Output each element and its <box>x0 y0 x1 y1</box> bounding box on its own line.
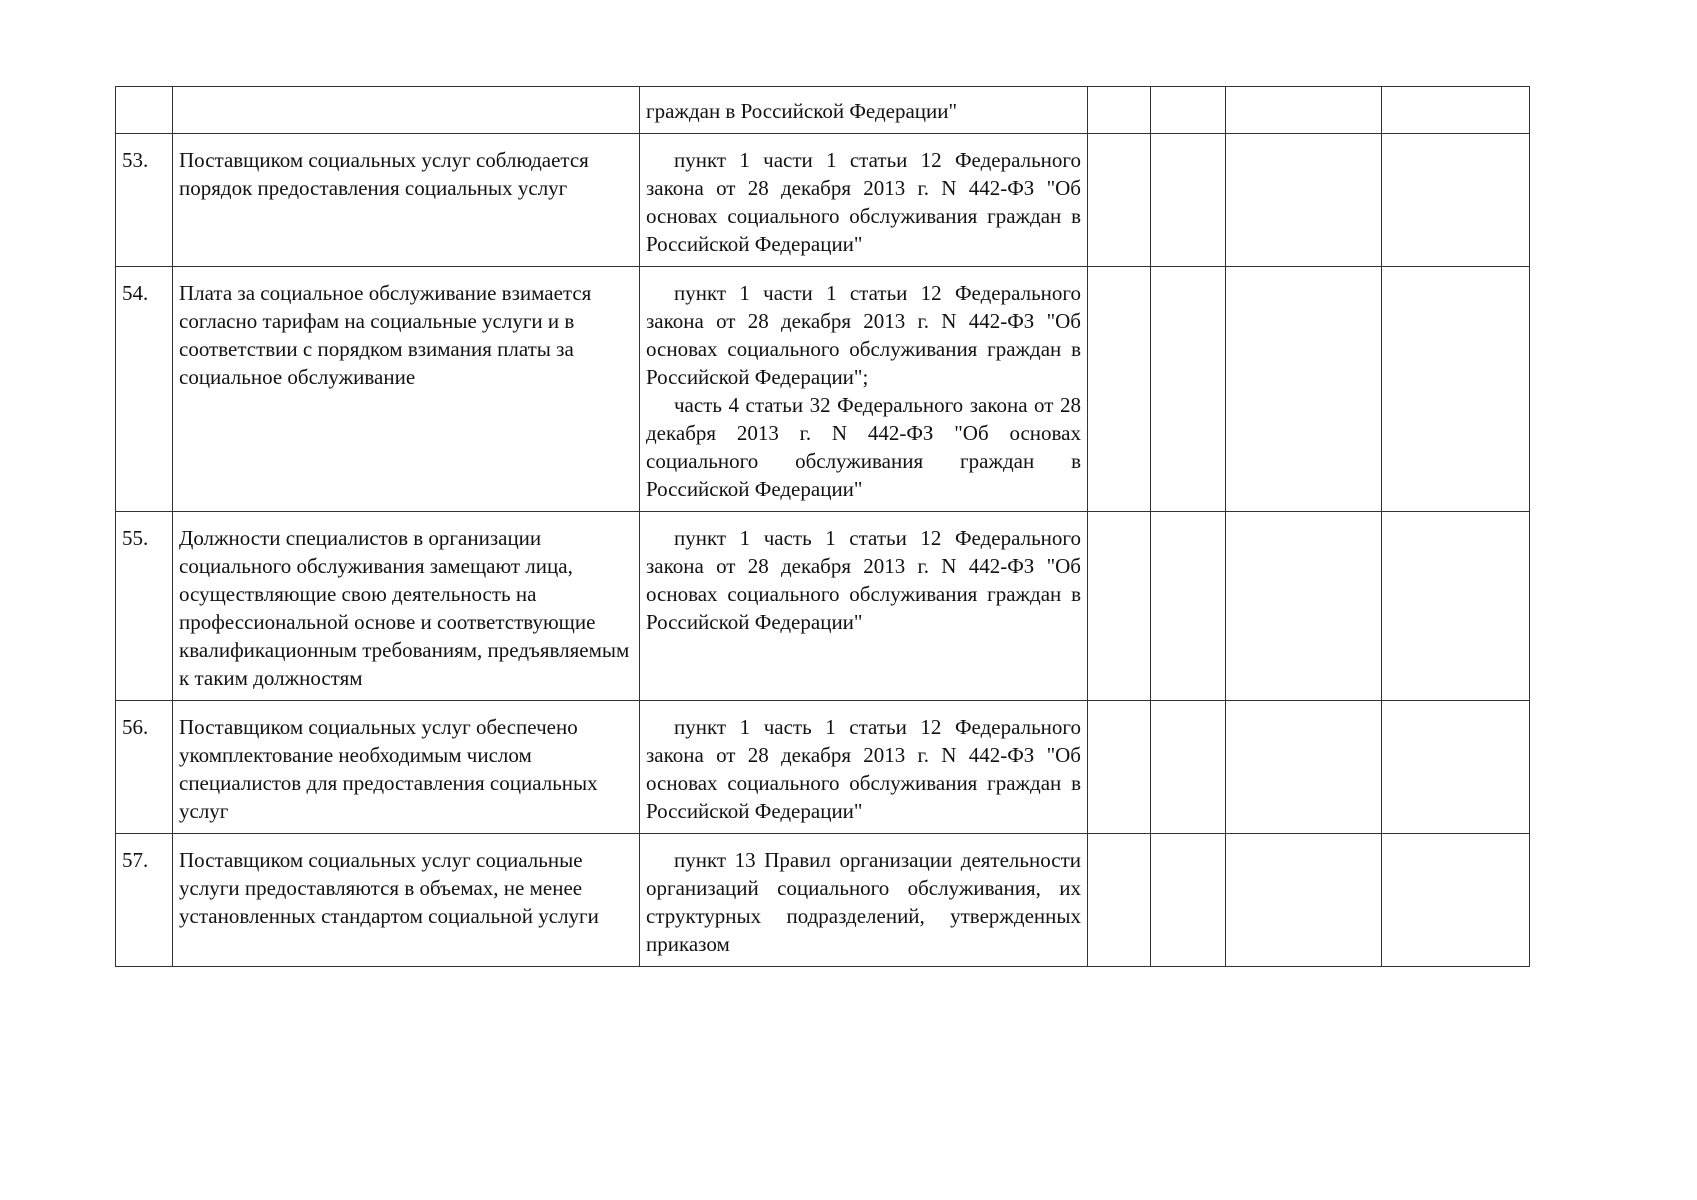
notes-cell <box>1382 512 1530 701</box>
table-row <box>116 267 1530 512</box>
table-row <box>116 134 1530 267</box>
answer-cell-yes <box>1088 512 1151 701</box>
legal-basis-paragraph: пункт 1 части 1 статьи 12 Федерального закона от 28 декабря 2013 г. N 442-ФЗ "Об основах социального обслуживания граждан в Российской Федерации" <box>646 148 1081 256</box>
answer-cell-no <box>1151 134 1226 267</box>
legal-basis-cell <box>640 267 1088 512</box>
answer-cell-no <box>1151 512 1226 701</box>
legal-basis-paragraph: часть 4 статьи 32 Федерального закона от 28 декабря 2013 г. N 442-ФЗ "Об основах социального обслуживания граждан в Российской Федерации" <box>646 393 1081 501</box>
answer-cell-not-applicable <box>1226 512 1382 701</box>
row-number: 54. <box>116 267 173 512</box>
answer-cell-no <box>1151 267 1226 512</box>
checklist-table <box>115 86 1530 967</box>
legal-basis-cell: граждан в Российской Федерации" <box>640 87 1088 134</box>
requirement-text: Поставщиком социальных услуг социальные услуги предоставляются в объемах, не менее установленных стандартом социальной услуги <box>173 834 640 967</box>
answer-cell-no <box>1151 834 1226 967</box>
legal-basis-cell <box>640 134 1088 267</box>
answer-cell-no <box>1151 87 1226 134</box>
legal-basis-paragraph: пункт 1 часть 1 статьи 12 Федерального закона от 28 декабря 2013 г. N 442-ФЗ "Об основах социального обслуживания граждан в Российской Федерации" <box>646 526 1081 634</box>
answer-cell-not-applicable <box>1226 701 1382 834</box>
answer-cell-not-applicable <box>1226 834 1382 967</box>
number-cell <box>116 87 173 134</box>
row-number: 53. <box>116 134 173 267</box>
requirement-cell <box>173 87 640 134</box>
answer-cell-yes <box>1088 134 1151 267</box>
table-row <box>116 701 1530 834</box>
answer-cell-yes <box>1088 267 1151 512</box>
table-row <box>116 512 1530 701</box>
notes-cell <box>1382 834 1530 967</box>
answer-cell-not-applicable <box>1226 87 1382 134</box>
requirement-text: Плата за социальное обслуживание взимается согласно тарифам на социальные услуги и в соответствии с порядком взимания платы за социальное обслуживание <box>173 267 640 512</box>
answer-cell-not-applicable <box>1226 134 1382 267</box>
legal-basis-paragraph: пункт 1 части 1 статьи 12 Федерального закона от 28 декабря 2013 г. N 442-ФЗ "Об основах социального обслуживания граждан в Российской Федерации"; <box>646 281 1081 389</box>
answer-cell-not-applicable <box>1226 267 1382 512</box>
legal-basis-cell <box>640 512 1088 701</box>
notes-cell <box>1382 87 1530 134</box>
notes-cell <box>1382 267 1530 512</box>
table-row <box>116 834 1530 967</box>
legal-basis-paragraph: пункт 13 Правил организации деятельности организаций социального обслуживания, их структурных подразделений, утвержденных приказом <box>646 848 1081 956</box>
answer-cell-yes <box>1088 834 1151 967</box>
notes-cell <box>1382 134 1530 267</box>
table-row-continuation <box>116 87 1530 134</box>
legal-basis-cell <box>640 701 1088 834</box>
row-number: 56. <box>116 701 173 834</box>
requirement-text: Поставщиком социальных услуг соблюдается порядок предоставления социальных услуг <box>173 134 640 267</box>
requirement-text: Поставщиком социальных услуг обеспечено укомплектование необходимым числом специалистов для предоставления социальных услуг <box>173 701 640 834</box>
answer-cell-no <box>1151 701 1226 834</box>
notes-cell <box>1382 701 1530 834</box>
legal-basis-cell <box>640 834 1088 967</box>
legal-basis-paragraph: пункт 1 часть 1 статьи 12 Федерального закона от 28 декабря 2013 г. N 442-ФЗ "Об основах социального обслуживания граждан в Российской Федерации" <box>646 715 1081 823</box>
answer-cell-yes <box>1088 87 1151 134</box>
row-number: 57. <box>116 834 173 967</box>
requirement-text: Должности специалистов в организации социального обслуживания замещают лица, осуществляющие свою деятельность на профессиональной основе и соответствующие квалификационным требованиям, предъявляемым к таким должностям <box>173 512 640 701</box>
answer-cell-yes <box>1088 701 1151 834</box>
row-number: 55. <box>116 512 173 701</box>
